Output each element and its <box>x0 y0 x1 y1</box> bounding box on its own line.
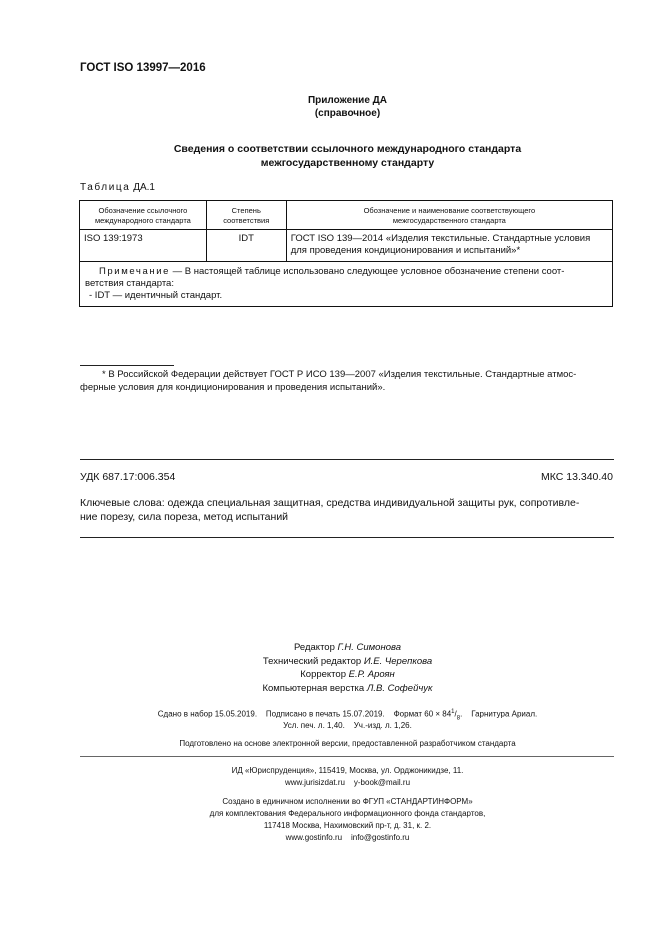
cell-standard-name-line1: ГОСТ ISO 139—2014 «Изделия текстильные. Стандартные условия <box>290 233 591 244</box>
note-line2: ветствия стандарта: <box>85 278 174 289</box>
publisher-line1: ИД «Юриспруденция», 115419, Москва, ул. Орджоникидзе, 11. <box>231 766 464 775</box>
table-note <box>80 262 613 307</box>
header-col2-line1: Степень <box>231 206 261 215</box>
table-caption-number: ДА.1 <box>133 182 155 193</box>
header-col2-line2: соответствия <box>223 216 270 225</box>
staff-layout <box>80 682 615 696</box>
header-col1-line1: Обозначение ссылочного <box>98 206 188 215</box>
header-degree <box>206 201 286 230</box>
staff-tech-editor <box>80 655 615 669</box>
cell-standard-name-line2: для проведения кондиционирования и испытаний»* <box>290 245 521 256</box>
header-col3-line2: межгосударственного стандарта <box>392 216 506 225</box>
staff-list <box>80 641 615 695</box>
staff-role: Компьютерная верстка <box>262 682 365 694</box>
annex-title: Приложение ДА <box>307 95 388 106</box>
separator-imprint <box>80 756 614 757</box>
keywords-line2: ние порезу, сила пореза, метод испытаний <box>80 511 289 523</box>
note-line1 <box>85 266 607 278</box>
table-caption <box>80 182 155 193</box>
cell-standard-name <box>286 230 612 262</box>
imprint-line1: Сдано в набор 15.05.2019. Подписано в печать 15.07.2019. Формат $60 \times 84^1/_8$. Гарнитура Ариал. <box>157 709 538 722</box>
cell-reference: ISO 139:1973 <box>80 230 207 262</box>
table-header-row <box>80 201 613 230</box>
printer-line1: Создано в единичном исполнении во ФГУП «СТАНДАРТИНФОРМ» <box>222 797 473 806</box>
staff-name: Г.Н. Симонова <box>337 642 402 653</box>
printer-line3: 117418 Москва, Нахимовский пр-т, д. 31, к. 2. <box>263 821 432 830</box>
header-col3-line1: Обозначение и наименование соответствующего <box>363 206 536 215</box>
format-sup: 1 <box>451 709 455 715</box>
cell-degree: IDT <box>206 230 286 262</box>
document-code: ГОСТ ISO 13997—2016 <box>80 62 206 74</box>
separator-bottom <box>80 537 614 538</box>
keywords <box>80 496 615 524</box>
header-col1-line2: международного стандарта <box>94 216 191 225</box>
table-note-row <box>80 262 613 307</box>
staff-name: И.Е. Черепкова <box>363 655 433 667</box>
imprint-line2: Усл. печ. л. 1,40. Уч.-изд. л. 1,26. <box>283 721 412 730</box>
annex-heading <box>80 94 615 120</box>
staff-role: Технический редактор <box>262 655 362 667</box>
footnote-separator <box>80 365 174 366</box>
header-interstate-standard <box>286 201 612 230</box>
imprint-line3: Подготовлено на основе электронной версии, предоставленной разработчиком стандарта <box>179 739 516 748</box>
note-text: — В настоящей таблице использовано следующее условное обозначение степени соот- <box>170 266 565 277</box>
staff-proofreader <box>80 668 615 682</box>
staff-name: Е.Р. Ароян <box>348 669 395 680</box>
udk-code: УДК 687.17:006.354 <box>80 471 176 483</box>
table-row <box>80 230 613 262</box>
imprint-line1-text: Сдано в набор 15.05.2019. Подписано в печать 15.07.2019. Формат 60 × 84 <box>157 709 452 719</box>
footnote <box>80 368 614 394</box>
table-caption-word: Таблица <box>80 182 131 193</box>
staff-role: Редактор <box>293 642 335 653</box>
format-sub: 8 <box>456 715 461 722</box>
correspondence-table <box>79 200 613 307</box>
footnote-line2: ферные условия для кондиционирования и проведения испытаний». <box>80 382 386 393</box>
staff-editor <box>80 641 615 655</box>
publisher-line2: www.jurisizdat.ru y-book@mail.ru <box>284 778 411 787</box>
section-title-line2: межгосударственному стандарту <box>260 157 435 169</box>
imprint-line1-end: . Гарнитура Ариал. <box>460 709 538 719</box>
header-reference-standard <box>80 201 207 230</box>
note-label: Примечание <box>99 266 170 277</box>
separator-top <box>80 459 614 460</box>
section-title <box>80 142 615 170</box>
annex-subtitle: (справочное) <box>314 108 381 119</box>
mks-code: МКС 13.340.40 <box>541 471 613 483</box>
keywords-line1: Ключевые слова: одежда специальная защитная, средства индивидуальной защиты рук, сопротивле- <box>80 497 580 509</box>
note-item: - IDT — идентичный стандарт. <box>89 290 223 301</box>
staff-role: Корректор <box>300 669 346 680</box>
printer-line2: для комплектования Федерального информационного фонда стандартов, <box>209 809 486 818</box>
footnote-line1: * В Российской Федерации действует ГОСТ Р ИСО 139—2007 «Изделия текстильные. Стандартные атмос- <box>102 369 577 380</box>
staff-name: Л.В. Софейчук <box>366 682 433 694</box>
section-title-line1: Сведения о соответствии ссылочного международного стандарта <box>173 143 522 155</box>
printer-line4: www.gostinfo.ru info@gostinfo.ru <box>285 833 410 842</box>
